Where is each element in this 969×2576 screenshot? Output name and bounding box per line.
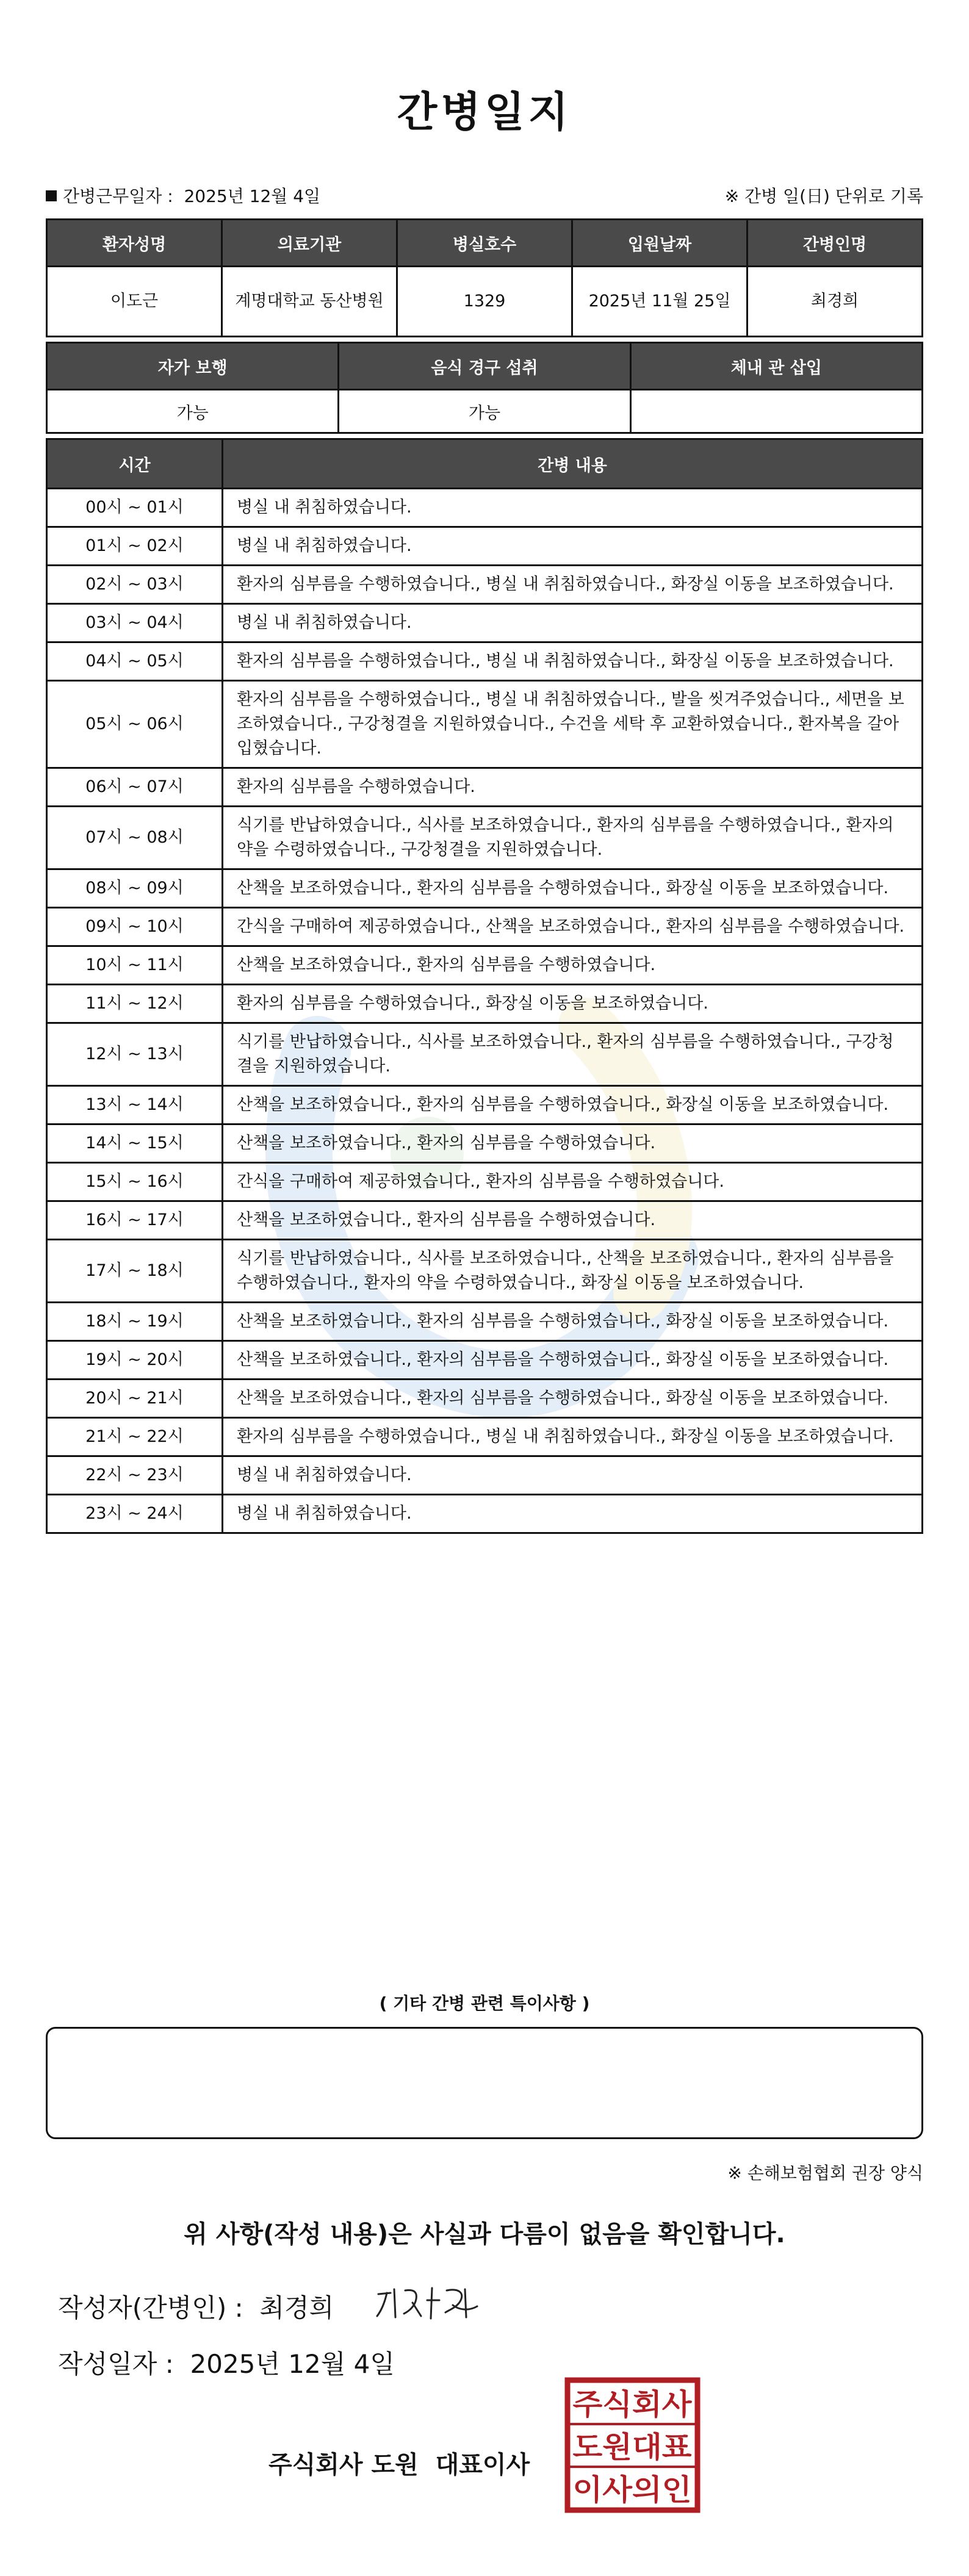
care-log-time: 03시 ~ 04시 [47, 604, 223, 642]
reference-note: ※ 손해보험협회 권장 양식 [727, 2163, 923, 2183]
care-log-row [47, 604, 923, 642]
care-log-time: 18시 ~ 19시 [47, 1303, 223, 1341]
care-log-time: 19시 ~ 20시 [47, 1341, 223, 1380]
company-seal-stamp [564, 2376, 701, 2514]
care-log-row [47, 1303, 923, 1341]
work-date-label: 간병근무일자 : [63, 186, 173, 206]
care-log-content: 산책을 보조하였습니다., 환자의 심부름을 수행하였습니다., 화장실 이동을 보조하였습니다. [223, 869, 923, 908]
care-log-time: 23시 ~ 24시 [47, 1495, 223, 1533]
header-admission-date: 입원날짜 [572, 220, 747, 267]
square-bullet-icon [46, 190, 57, 201]
care-log-time: 04시 ~ 05시 [47, 642, 223, 681]
header-patient-name: 환자성명 [47, 220, 222, 267]
care-log-content: 병실 내 취침하였습니다. [223, 527, 923, 566]
header-self-walking: 자가 보행 [47, 343, 339, 390]
status-header-row [47, 343, 923, 390]
care-log-row [47, 768, 923, 807]
care-log-row [47, 1456, 923, 1495]
care-log-time: 16시 ~ 17시 [47, 1201, 223, 1240]
care-log-content: 환자의 심부름을 수행하였습니다., 병실 내 취침하였습니다., 화장실 이동을 보조하였습니다. [223, 566, 923, 604]
written-date-line [58, 2344, 395, 2381]
oral-intake-value: 가능 [339, 390, 630, 433]
care-log-time: 05시 ~ 06시 [47, 681, 223, 768]
care-log-content: 식기를 반납하였습니다., 식사를 보조하였습니다., 환자의 심부름을 수행하였습니다., 환자의 약을 수령하였습니다., 구강청결을 지원하였습니다. [223, 807, 923, 869]
admission-date: 2025년 11월 25일 [572, 267, 747, 337]
handwritten-signature [373, 2282, 483, 2325]
care-log-time: 14시 ~ 15시 [47, 1124, 223, 1163]
remarks-box [46, 2027, 923, 2139]
care-log-time: 06시 ~ 07시 [47, 768, 223, 807]
care-log-content: 환자의 심부름을 수행하였습니다., 병실 내 취침하였습니다., 화장실 이동을 보조하였습니다. [223, 642, 923, 681]
care-log-content: 산책을 보조하였습니다., 환자의 심부름을 수행하였습니다. [223, 1124, 923, 1163]
care-log-content: 산책을 보조하였습니다., 환자의 심부름을 수행하였습니다., 화장실 이동을 보조하였습니다. [223, 1380, 923, 1418]
patient-name: 이도근 [47, 267, 222, 337]
work-date-value: 2025년 12월 4일 [184, 186, 321, 206]
care-log-content: 식기를 반납하였습니다., 식사를 보조하였습니다., 환자의 심부름을 수행하였습니다., 구강청결을 지원하였습니다. [223, 1023, 923, 1086]
care-log-time: 13시 ~ 14시 [47, 1086, 223, 1124]
care-log-content: 환자의 심부름을 수행하였습니다., 병실 내 취침하였습니다., 발을 씻겨주었습니다., 세면을 보조하였습니다., 구강청결을 지원하였습니다., 수건을 세탁 후 교환하였습니다., 환자복을 갈아입혔습니다. [223, 681, 923, 768]
care-log-time: 09시 ~ 10시 [47, 908, 223, 946]
care-log-row [47, 527, 923, 566]
care-log-row [47, 985, 923, 1023]
care-log-row [47, 807, 923, 869]
care-log-row [47, 642, 923, 681]
care-log-row [47, 1201, 923, 1240]
care-log-row [47, 1418, 923, 1456]
care-log-row [47, 1495, 923, 1533]
care-log-row [47, 1124, 923, 1163]
care-log-body [47, 489, 923, 1533]
care-log-time: 17시 ~ 18시 [47, 1240, 223, 1303]
care-log-content: 환자의 심부름을 수행하였습니다., 화장실 이동을 보조하였습니다. [223, 985, 923, 1023]
care-log-content: 병실 내 취침하였습니다. [223, 1495, 923, 1533]
header-oral-intake: 음식 경구 섭취 [339, 343, 630, 390]
care-log-row [47, 1380, 923, 1418]
care-log-content: 산책을 보조하였습니다., 환자의 심부름을 수행하였습니다. [223, 1201, 923, 1240]
tube-insertion-value [630, 390, 922, 433]
care-log-row [47, 1086, 923, 1124]
care-log-content: 산책을 보조하였습니다., 환자의 심부름을 수행하였습니다., 화장실 이동을 보조하였습니다. [223, 1303, 923, 1341]
self-walking-value: 가능 [47, 390, 339, 433]
care-log-time: 10시 ~ 11시 [47, 946, 223, 985]
patient-status-table [46, 342, 923, 434]
care-log-content: 병실 내 취침하였습니다. [223, 489, 923, 527]
company-representative: 주식회사 도원 대표이사 [268, 2451, 530, 2479]
document-title: 간병일지 [397, 88, 572, 137]
caregiver-name: 최경희 [747, 267, 923, 337]
hospital-name: 계명대학교 동산병원 [222, 267, 397, 337]
writer-line [58, 2288, 334, 2325]
header-caregiver-name: 간병인명 [747, 220, 923, 267]
care-log-time: 15시 ~ 16시 [47, 1163, 223, 1201]
care-log-row [47, 1240, 923, 1303]
writer-name: 최경희 [259, 2293, 334, 2323]
care-log-content: 병실 내 취침하였습니다. [223, 1456, 923, 1495]
care-log-content: 산책을 보조하였습니다., 환자의 심부름을 수행하였습니다., 화장실 이동을 보조하였습니다. [223, 1341, 923, 1380]
written-date-label: 작성일자 : [58, 2349, 174, 2379]
care-log-row [47, 908, 923, 946]
care-log-time: 21시 ~ 22시 [47, 1418, 223, 1456]
patient-info-value-row [47, 267, 923, 337]
care-log-content: 산책을 보조하였습니다., 환자의 심부름을 수행하였습니다. [223, 946, 923, 985]
care-log-table [46, 438, 923, 1534]
care-log-time: 02시 ~ 03시 [47, 566, 223, 604]
care-log-row [47, 489, 923, 527]
patient-info-table [46, 218, 923, 337]
header-room-number: 병실호수 [397, 220, 572, 267]
status-value-row [47, 390, 923, 433]
header-hospital: 의료기관 [222, 220, 397, 267]
care-log-row [47, 1023, 923, 1086]
care-log-time: 01시 ~ 02시 [47, 527, 223, 566]
room-number: 1329 [397, 267, 572, 337]
care-log-row [47, 1163, 923, 1201]
confirmation-statement: 위 사항(작성 내용)은 사실과 다름이 없음을 확인합니다. [184, 2220, 785, 2248]
patient-info-header-row [47, 220, 923, 267]
care-log-time: 22시 ~ 23시 [47, 1456, 223, 1495]
care-log-time: 11시 ~ 12시 [47, 985, 223, 1023]
unit-note: ※ 간병 일(日) 단위로 기록 [724, 186, 923, 206]
care-log-time: 00시 ~ 01시 [47, 489, 223, 527]
care-log-content: 환자의 심부름을 수행하였습니다., 병실 내 취침하였습니다., 화장실 이동을 보조하였습니다. [223, 1418, 923, 1456]
care-log-content: 간식을 구매하여 제공하였습니다., 환자의 심부름을 수행하였습니다. [223, 1163, 923, 1201]
seal-text-line: 이사의인 [572, 2473, 692, 2507]
care-log-time: 07시 ~ 08시 [47, 807, 223, 869]
care-log-row [47, 681, 923, 768]
writer-label: 작성자(간병인) : [58, 2293, 243, 2323]
care-log-time: 20시 ~ 21시 [47, 1380, 223, 1418]
written-date: 2025년 12월 4일 [190, 2349, 395, 2379]
care-log-header-row [47, 439, 923, 489]
care-log-content: 간식을 구매하여 제공하였습니다., 산책을 보조하였습니다., 환자의 심부름을 수행하였습니다. [223, 908, 923, 946]
seal-text-line: 도원대표 [572, 2430, 693, 2464]
care-log-row [47, 869, 923, 908]
work-date-line [46, 183, 320, 207]
care-log-content: 병실 내 취침하였습니다. [223, 604, 923, 642]
care-log-content: 환자의 심부름을 수행하였습니다. [223, 768, 923, 807]
header-time: 시간 [47, 439, 223, 489]
care-log-row [47, 1341, 923, 1380]
seal-text-line: 주식회사 [572, 2387, 693, 2422]
header-tube-insertion: 체내 관 삽입 [630, 343, 922, 390]
care-log-time: 08시 ~ 09시 [47, 869, 223, 908]
remarks-title: ( 기타 간병 관련 특이사항 ) [379, 1993, 590, 2013]
care-log-row [47, 566, 923, 604]
care-log-row [47, 946, 923, 985]
care-log-content: 산책을 보조하였습니다., 환자의 심부름을 수행하였습니다., 화장실 이동을 보조하였습니다. [223, 1086, 923, 1124]
care-log-content: 식기를 반납하였습니다., 식사를 보조하였습니다., 산책을 보조하였습니다., 환자의 심부름을 수행하였습니다., 환자의 약을 수령하였습니다., 화장실 이동을 보조하였습니다. [223, 1240, 923, 1303]
care-log-time: 12시 ~ 13시 [47, 1023, 223, 1086]
header-care-content: 간병 내용 [223, 439, 923, 489]
